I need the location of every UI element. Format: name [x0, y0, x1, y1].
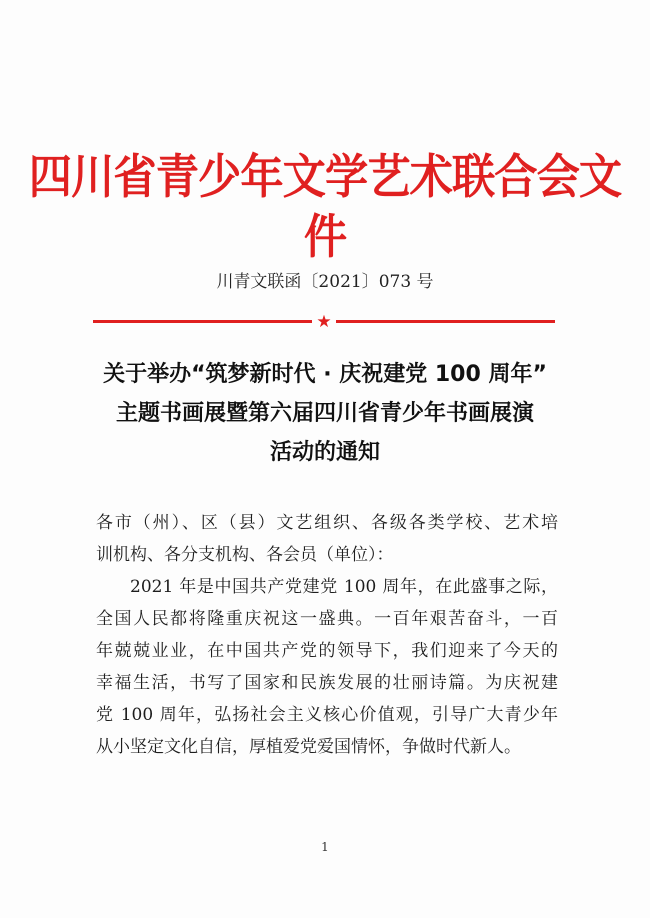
- text-line: 党 100 周年，弘扬社会主义核心价值观，引导广大青少年: [96, 705, 558, 725]
- salutation: [96, 507, 558, 571]
- text-line: 从小坚定文化自信，厚植爱党爱国情怀，争做时代新人。: [96, 737, 521, 757]
- text-line: 各市（州）、区（县）文艺组织、各级各类学校、艺术培: [96, 513, 558, 533]
- notice-body: [96, 507, 558, 763]
- text-line: 幸福生活，书写了国家和民族发展的壮丽诗篇。为庆祝建: [96, 673, 558, 693]
- divider-line-left: [93, 320, 312, 323]
- divider-line-right: [336, 320, 555, 323]
- notice-title: [80, 355, 570, 472]
- text-line: 年兢兢业业，在中国共产党的领导下，我们迎来了今天的: [96, 641, 558, 661]
- masthead-title: 四川省青少年文学艺术联合会文件: [28, 150, 622, 265]
- text-line: 全国人民都将隆重庆祝这一盛典。一百年艰苦奋斗，一百: [96, 609, 558, 629]
- page-number: 1: [321, 840, 329, 854]
- star-icon: ★: [316, 312, 332, 332]
- title-line: 关于举办“筑梦新时代 · 庆祝建党 100 周年”: [103, 362, 547, 387]
- red-divider: [93, 312, 555, 332]
- text-line: 训机构、各分支机构、各会员（单位）：: [96, 545, 394, 565]
- text-line: 2021 年是中国共产党建党 100 周年，在此盛事之际，: [130, 577, 558, 597]
- title-line: 主题书画展暨第六届四川省青少年书画展演: [115, 401, 534, 426]
- document-number: 川青文联函〔2021〕073 号: [216, 272, 434, 292]
- body-paragraph: [96, 571, 558, 763]
- title-line: 活动的通知: [269, 440, 380, 465]
